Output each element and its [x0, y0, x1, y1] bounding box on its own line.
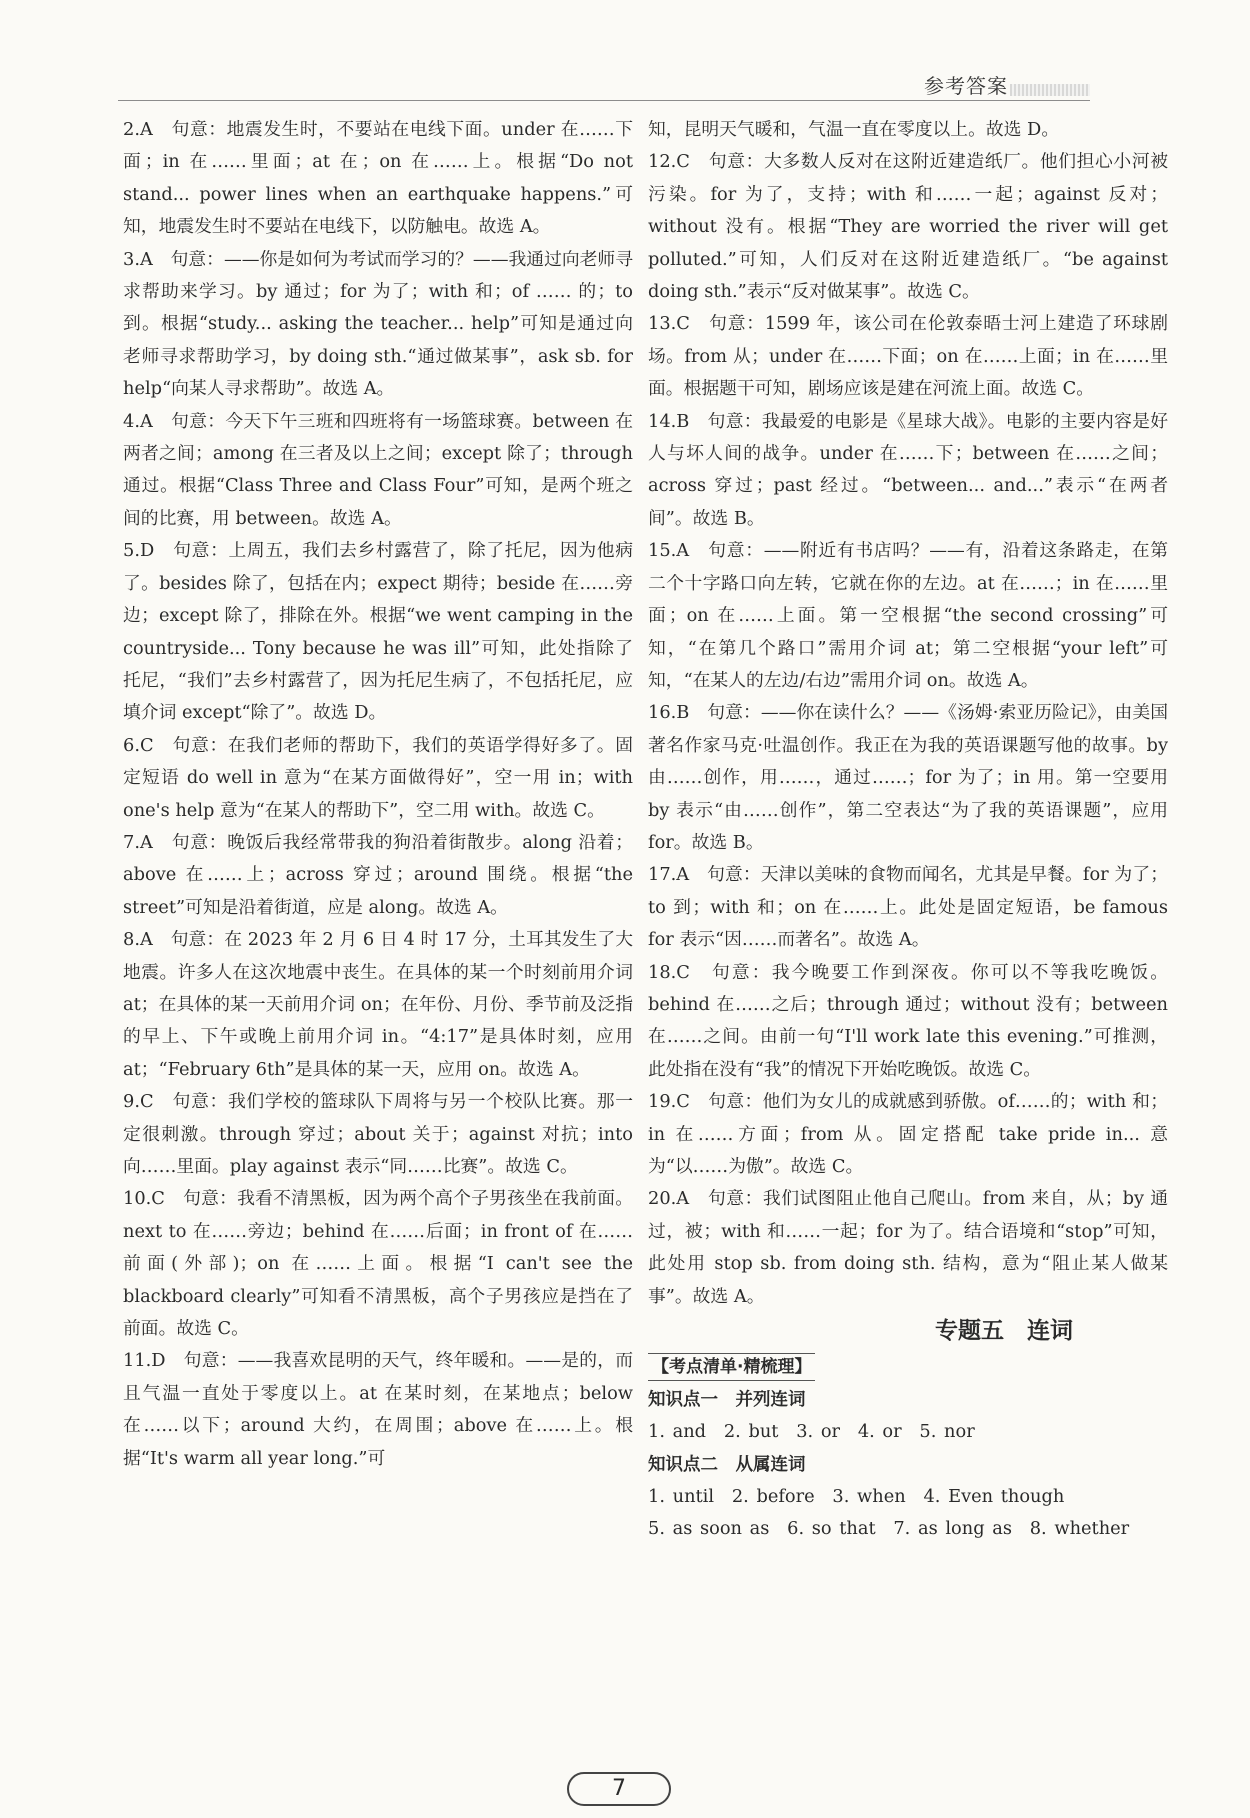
answer-item: 5.D 句意：上周五，我们去乡村露营了，除了托尼，因为他病了。besides 除了，包括在内；expect 期待；beside 在……旁边；except 除了，排除在外。根据“we went camping in the countryside... Tony because he was ill”可知，此处指除了托尼，“我们”去乡村露营了，因为托尼生病了，不包括托尼，应填介词 except“除了”。故选 D。 [123, 540, 633, 724]
page-number: 7 [567, 1772, 671, 1806]
knowledge-point-answers: 1. and 2. but 3. or 4. or 5. nor [648, 1421, 975, 1443]
answer-item: 10.C 句意：我看不清黑板，因为两个高个子男孩坐在我前面。next to 在……旁边；behind 在……后面；in front of 在……前面(外部)；on 在……上面。根据“I can't see the blackboard clearly”可知看不清黑板，高个子男孩应是挡在了前面。故选 C。 [123, 1188, 633, 1340]
answer-item-continued: 知，昆明天气暖和，气温一直在零度以上。故选 D。 [648, 119, 1060, 140]
answer-item: 13.C 句意：1599 年，该公司在伦敦泰晤士河上建造了环球剧场。from 从；under 在……下面；on 在……上面；in 在……里面。根据题干可知，剧场应该是建在河流上面。故选 C。 [648, 313, 1168, 400]
answer-item: 6.C 句意：在我们老师的帮助下，我们的英语学得好多了。固定短语 do well in 意为“在某方面做得好”，空一用 in；with one's help 意为“在某人的帮助下”，空二用 with。故选 C。 [123, 734, 633, 821]
answer-item: 9.C 句意：我们学校的篮球队下周将与另一个校队比赛。那一定很刺激。through 穿过；about 关于；against 对抗；into 向……里面。play against 表示“同……比赛”。故选 C。 [123, 1091, 633, 1177]
header-title: 参考答案 [924, 74, 1008, 98]
answer-item: 4.A 句意：今天下午三班和四班将有一场篮球赛。between 在两者之间；among 在三者及以上之间；except 除了；through 通过。根据“Class Three and Class Four”可知，是两个班之间的比赛，用 between。故选 A。 [123, 410, 633, 529]
answer-item: 16.B 句意：——你在读什么？——《汤姆·索亚历险记》，由美国著名作家马克·吐温创作。我正在为我的英语课题写他的故事。by 由……创作，用……，通过……；for 为了；in 用。第一空要用 by 表示“由……创作”，第二空表达“为了我的英语课题”，应用 for。故选 B。 [648, 702, 1168, 853]
answer-item: 18.C 句意：我今晚要工作到深夜。你可以不等我吃晚饭。behind 在……之后；through 通过；without 没有；between 在……之间。由前一句“I'll work late this evening.”可推测，此处指在没有“我”的情况下开始吃晚饭。故选 C。 [648, 961, 1168, 1080]
answer-item: 8.A 句意：在 2023 年 2 月 6 日 4 时 17 分，土耳其发生了大地震。许多人在这次地震中丧生。在具体的某一个时刻前用介词 at；在具体的某一天前用介词 on；在年份、月份、季节前及泛指的早上、下午或晚上前用介词 in。“4:17”是具体时刻，应用 at；“February 6th”是具体的某一天，应用 on。故选 A。 [123, 929, 633, 1080]
answer-item: 11.D 句意：——我喜欢昆明的天气，终年暖和。——是的，而且气温一直处于零度以上。at 在某时刻，在某地点；below 在……以下；around 大约，在周围；above 在……上。根据“It's warm all year long.”可 [123, 1350, 633, 1469]
left-column [123, 114, 633, 1475]
knowledge-point-answers: 5. as soon as 6. so that 7. as long as 8. whether [648, 1518, 1130, 1540]
answer-item: 12.C 句意：大多数人反对在这附近建造纸厂。他们担心小河被污染。for 为了，支持；with 和……一起；against 反对；without 没有。根据“They are worried the river will get polluted.”可知，人们反对在这附近建造纸厂。“be against doing sth.”表示“反对做某事”。故选 C。 [648, 151, 1168, 303]
answer-item: 20.A 句意：我们试图阻止他自己爬山。from 来自，从；by 通过，被；with 和……一起；for 为了。结合语境和“stop”可知，此处用 stop sb. from doing sth. 结构，意为“阻止某人做某事”。故选 A。 [648, 1188, 1168, 1307]
answer-item: 19.C 句意：他们为女儿的成就感到骄傲。of……的；with 和；in 在……方面；from 从。固定搭配 take pride in... 意为“以……为傲”。故选 C。 [648, 1091, 1168, 1177]
answer-item: 15.A 句意：——附近有书店吗？——有，沿着这条路走，在第二个十字路口向左转，它就在你的左边。at 在……；in 在……里面；on 在……上面。第一空根据“the second crossing”可知，“在第几个路口”需用介词 at；第二空根据“your left”可知，“在某人的左边/右边”需用介词 on。故选 A。 [648, 540, 1168, 691]
knowledge-point-answers: 1. until 2. before 3. when 4. Even though [648, 1486, 1065, 1508]
answer-item: 14.B 句意：我最爱的电影是《星球大战》。电影的主要内容是好人与坏人间的战争。under 在……下；between 在……之间；across 穿过；past 经过。“between... and...”表示“在两者间”。故选 B。 [648, 410, 1168, 529]
header-rule [118, 100, 1090, 101]
knowledge-point-title: 知识点一 并列连词 [648, 1389, 806, 1410]
right-column [648, 114, 1168, 1546]
answer-item: 17.A 句意：天津以美味的食物而闻名，尤其是早餐。for 为了；to 到；with 和；on 在……上。此处是固定短语，be famous for 表示“因……而著名”。故选 A。 [648, 864, 1168, 951]
answer-item: 3.A 句意：——你是如何为考试而学习的？——我通过向老师寻求帮助来学习。by 通过；for 为了；with 和；of …… 的；to 到。根据“study... asking the teacher... help”可知是通过向老师寻求帮助学习，by doing sth.“通过做某事”，ask sb. for help“向某人寻求帮助”。故选 A。 [123, 248, 633, 400]
section-subhead: 【考点清单·精梳理】 [648, 1353, 815, 1381]
answer-item: 7.A 句意：晚饭后我经常带我的狗沿着街散步。along 沿着；above 在……上；across 穿过；around 围绕。根据“the street”可知是沿着街道，应是 along。故选 A。 [123, 831, 633, 918]
answer-item: 2.A 句意：地震发生时，不要站在电线下面。under 在……下面；in 在……里面；at 在；on 在……上。根据“Do not stand... power lines when an earthquake happens.”可知，地震发生时不要站在电线下，以防触电。故选 A。 [123, 119, 633, 238]
header-decoration [1010, 84, 1090, 96]
section-title: 专题五 连词 [935, 1318, 1073, 1345]
knowledge-point-title: 知识点二 从属连词 [648, 1454, 806, 1475]
